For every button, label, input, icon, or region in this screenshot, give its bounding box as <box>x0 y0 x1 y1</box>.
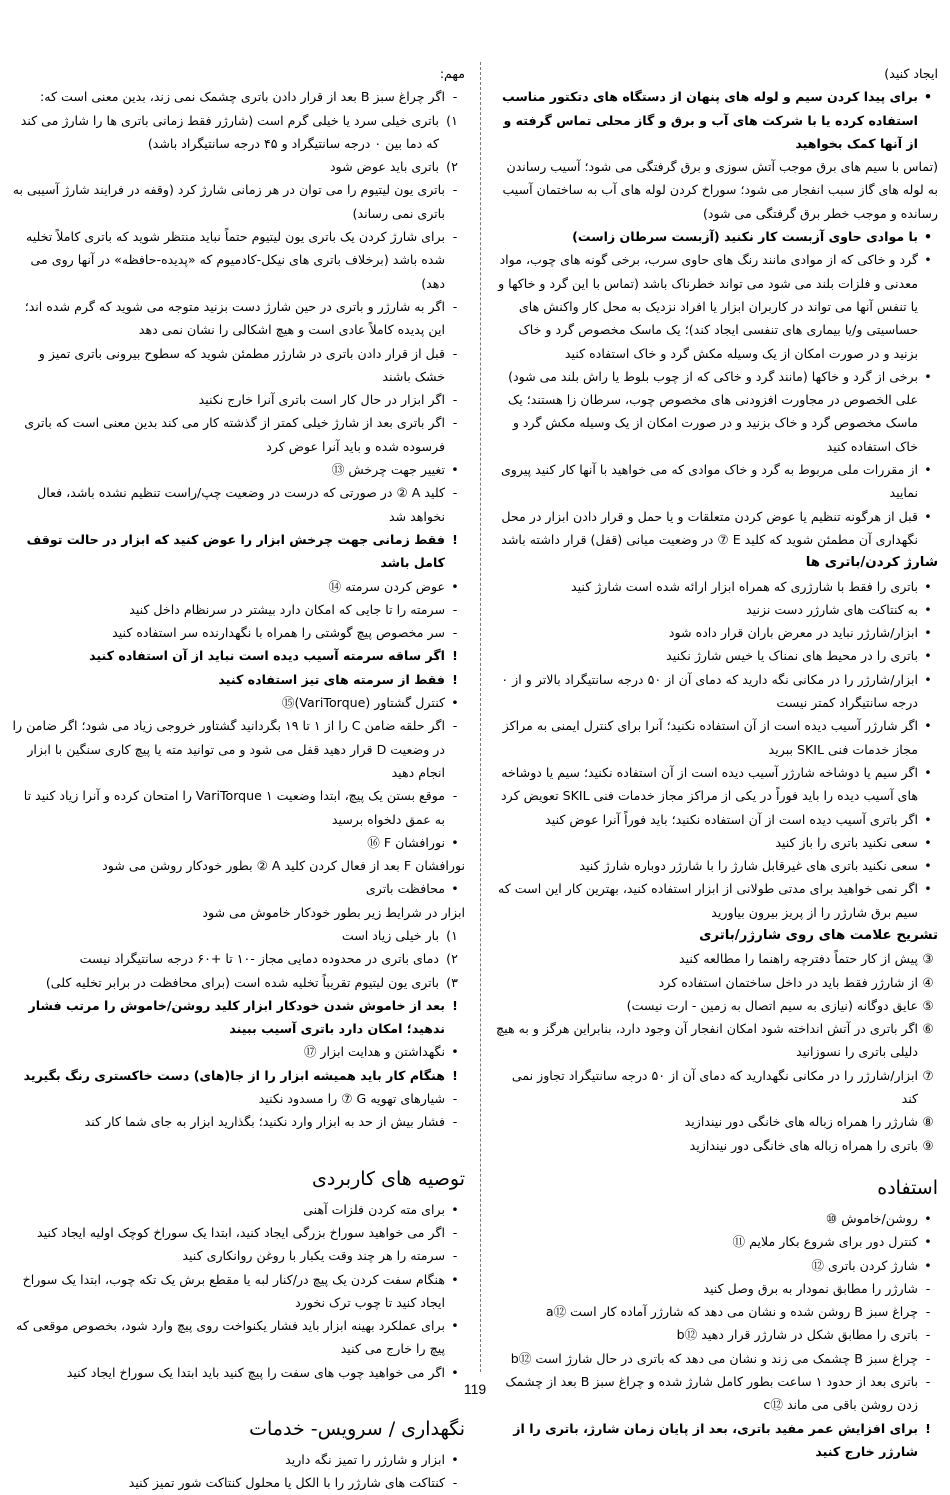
list-item <box>495 947 938 970</box>
list-item <box>10 877 465 900</box>
list-marker: ۱) <box>446 112 458 128</box>
list-marker: - <box>452 485 458 501</box>
list-item-text: کلید A ② در صورتی که درست در وضعیت چپ/راست تنظیم نشده باشد، فعال نخواهد شد <box>37 485 445 524</box>
list-marker: • <box>451 881 459 897</box>
list-marker: - <box>452 182 458 198</box>
list-marker: • <box>451 1452 459 1468</box>
list-item <box>10 528 465 575</box>
list-marker: ! <box>452 671 458 687</box>
list-item-text: فشار بیش از حد به ابزار وارد نکنید؛ بگذارید ابزار به جای شما کار کند <box>84 1114 445 1130</box>
list-item-text: عوض کردن سرمته ⑭ <box>328 578 445 594</box>
list-marker: - <box>452 345 458 361</box>
list-item <box>10 1268 465 1315</box>
list-marker: - <box>452 1224 458 1240</box>
list-item <box>495 1347 938 1370</box>
list-item-text: باتری خیلی سرد یا خیلی گرم است (شارژر فقط زمانی باتری ها را شارژ می کند که دما بین ۰ درجه سانتیگراد و ۴۵ درجه سانتیگراد باشد) <box>20 112 439 151</box>
list-item <box>495 575 938 598</box>
list-item <box>495 1110 938 1133</box>
list-item-text: هنگام کار باید همیشه ابزار را از جا(های) دست خاکستری رنگ بگیرید <box>23 1067 445 1083</box>
list-item-text: شارژر را همراه زباله های خانگی دور نیندازید <box>684 1114 918 1130</box>
list-marker: • <box>924 671 932 687</box>
list-item-text: برای شارژ کردن یک باتری یون لیتیوم حتماً نباید منتظر شوید که باتری کاملاً تخلیه شده باشد (برخلاف باتری های نیکل-کادمیوم که «پدیده-حافظه» در آنها روی می دهد) <box>25 229 445 291</box>
list-marker: ! <box>452 997 458 1013</box>
list-marker: - <box>452 298 458 314</box>
list-item-text: اگر ساقه سرمته آسیب دیده است نباید از آن استفاده کنید <box>89 648 445 664</box>
list-item <box>10 388 465 411</box>
list-item <box>10 1040 465 1063</box>
list-item <box>495 1277 938 1300</box>
list-item-text: کنتاکت های شارژر را با الکل یا محلول کنتاکت شور تمیز کنید <box>128 1475 445 1491</box>
list-item <box>495 155 938 225</box>
list-marker: - <box>452 1114 458 1130</box>
list-marker: • <box>924 718 932 734</box>
list-item-text: باتری را در محیط های نمناک یا خیس شارژ نکنید <box>666 648 918 664</box>
list-marker: - <box>452 392 458 408</box>
list-item <box>495 714 938 761</box>
list-item <box>495 644 938 667</box>
list-marker: - <box>452 89 458 105</box>
list-item <box>10 1087 465 1110</box>
list-marker: • <box>924 508 932 524</box>
section-heading: نگهداری / سرویس- خدمات <box>249 1418 465 1441</box>
list-item <box>10 901 465 924</box>
list-item-text: باتری باید عوض شود <box>329 159 439 175</box>
list-item <box>495 85 938 155</box>
list-marker: • <box>451 834 459 850</box>
section-heading: شارژ کردن/باتری ها <box>805 555 938 571</box>
list-item <box>10 831 465 854</box>
list-item <box>10 621 465 644</box>
list-marker: • <box>924 462 932 478</box>
list-item <box>495 877 938 924</box>
list-item <box>10 1314 465 1361</box>
list-item-text: بار خیلی زیاد است <box>341 927 439 943</box>
list-marker: • <box>924 764 932 780</box>
list-marker: - <box>452 1248 458 1264</box>
left-column <box>10 62 465 1495</box>
list-item-text: مهم: <box>439 66 465 81</box>
list-marker: ۲) <box>446 951 458 967</box>
list-item-text: برای مته کردن فلزات آهنی <box>303 1201 445 1217</box>
list-item-text: کنترل گشتاور (VariTorque)⑮ <box>281 695 445 711</box>
list-marker: • <box>923 229 933 245</box>
list-item-text: اگر می خواهید سوراخ بزرگی ایجاد کنید، ابتدا یک سوراخ کوچک اولیه ایجاد کنید <box>37 1224 445 1240</box>
list-item-text: نورافشان F ⑯ <box>367 834 445 850</box>
list-item <box>10 225 465 295</box>
list-item <box>495 994 938 1017</box>
list-marker: ⑤ <box>922 997 934 1013</box>
list-marker: - <box>452 625 458 641</box>
list-item <box>495 1323 938 1346</box>
list-item-text: پیش از کار حتماً دفترچه راهنما را مطالعه کنید <box>678 951 918 967</box>
list-item-text: شارژر را مطابق نمودار به برق وصل کنید <box>703 1280 918 1296</box>
list-marker: • <box>451 1271 459 1287</box>
list-marker: • <box>924 625 932 641</box>
list-item <box>495 365 938 458</box>
list-marker: - <box>452 1091 458 1107</box>
list-marker: • <box>924 834 932 850</box>
list-item <box>10 178 465 225</box>
list-marker: • <box>924 368 932 384</box>
list-item <box>10 109 465 156</box>
list-item <box>495 458 938 505</box>
list-item <box>10 1244 465 1267</box>
list-marker: • <box>451 462 459 478</box>
list-item <box>495 621 938 644</box>
list-item <box>10 411 465 458</box>
list-marker: • <box>924 252 932 268</box>
list-item <box>495 505 938 552</box>
list-item-text: اگر می خواهید چوب های سفت را پیچ کنید باید ابتدا یک سوراخ ایجاد کنید <box>66 1364 445 1380</box>
list-item-text: اگر سیم یا دوشاخه شارژر آسیب دیده است از آن استفاده نکنید؛ سیم یا دوشاخه های آسیب دیده را باید فوراً در یکی از مراکز مجاز خدمات فنی SKIL تعویض کرد <box>501 764 918 804</box>
list-item-text: برای افزایش عمر مفید باتری، بعد از پایان زمان شارژ، باتری را از شارژر خارج کنید <box>513 1420 918 1459</box>
list-item <box>10 691 465 714</box>
list-item <box>10 854 465 877</box>
list-marker: - <box>925 1350 931 1366</box>
list-item-text: شارژ کردن باتری ⑫ <box>811 1257 918 1273</box>
list-item <box>10 342 465 389</box>
list-item-text: قبل از قرار دادن باتری در شارژر مطمئن شوید که سطوح بیرونی باتری تمیز و خشک باشند <box>38 345 445 384</box>
list-item <box>495 598 938 621</box>
list-marker: - <box>452 229 458 245</box>
list-marker: - <box>452 601 458 617</box>
list-item-text: سرمته را تا جایی که امکان دارد بیشتر در سرنظام داخل کنید <box>129 601 445 617</box>
list-item <box>10 1471 465 1494</box>
list-item-text: شیارهای تهویه G ⑦ را مسدود نکنید <box>258 1091 445 1107</box>
list-item-text: اگر باتری آسیب دیده است از آن استفاده نکنید؛ باید فوراً آنرا عوض کنید <box>545 811 918 827</box>
list-marker: ! <box>452 531 458 547</box>
column-divider <box>480 62 481 1372</box>
list-marker: ۲) <box>446 159 458 175</box>
list-item-text: اگر حلقه ضامن C را از ۱ تا ۱۹ بگردانید گشتاور خروجی زیاد می شود؛ اگر ضامن را در وضعیت D قرار دهید قفل می شود و می توانید مته یا پیچ کاری سنگین با ابزار انجام دهید <box>12 718 445 780</box>
list-item-text: اگر به شارژر و باتری در حین شارژ دست بزنید متوجه می شوید که گرم شده اند؛ این پدیده کاملاً عادی است و هیچ اشکالی را نشان نمی دهد <box>24 298 445 338</box>
list-item-text: کنترل دور برای شروع بکار ملایم ⑪ <box>732 1234 918 1250</box>
list-item <box>495 808 938 831</box>
list-item-text: فقط زمانی جهت چرخش ابزار را عوض کنید که ابزار در حالت توقف کامل باشد <box>26 531 445 571</box>
list-item <box>495 1134 938 1157</box>
list-item-text: گرد و خاکی که از موادی مانند رنگ های حاوی سرب، برخی گونه های چوب، مواد معدنی و فلزات بلند می شود می تواند خطرناک باشد (تماس با این گرد و خاکها و یا تنفس آنها می تواند در کاربران ابزار یا افراد نزدیک به محل کار واکنش های حساسیتی و/یا بیماری های تنفسی ایجاد کند)؛ یک ماسک مخصوص گرد و خاک بزنید و در صورت امکان از یک وسیله مکش گرد و خاک استفاده کنید <box>498 252 918 361</box>
list-item <box>495 1417 938 1464</box>
list-item-text: سرمته را هر چند وقت یکبار با روغن روانکاری کنید <box>182 1248 445 1264</box>
list-item-text: ابزار/شارژر نباید در معرض باران قرار داده شود <box>668 625 918 641</box>
list-item-text: سعی نکنید باتری را باز کنید <box>775 834 918 850</box>
list-item <box>10 994 465 1041</box>
list-item-text: باتری را فقط با شارژری که همراه ابزار ارائه شده است شارژ کنید <box>571 578 918 594</box>
list-item-text: فقط از سرمته های تیز استفاده کنید <box>218 671 445 687</box>
list-item <box>495 854 938 877</box>
list-item-text: از شارژر فقط باید در داخل ساختمان استفاده کرد <box>658 974 918 990</box>
list-item <box>10 668 465 691</box>
list-item-text: موقع بستن یک پیچ، ابتدا وضعیت VariTorque ۱ را امتحان کرده و آنرا زیاد کنید تا به عمق دلخواه برسید <box>23 788 445 827</box>
list-item-text: محافظت باتری <box>365 881 445 897</box>
section-heading: استفاده <box>877 1176 938 1199</box>
list-item <box>495 1207 938 1230</box>
list-marker: • <box>924 1257 932 1273</box>
list-item-text: اگر باتری بعد از شارژ خیلی کمتر از گذشته کار می کند بدین معنی است که باتری فرسوده شده و باید آنرا عوض کرد <box>24 415 445 454</box>
list-item-text: باتری را همراه زباله های خانگی دور نیندازید <box>689 1137 918 1153</box>
list-marker: ⑦ <box>922 1067 934 1083</box>
list-item <box>495 248 938 364</box>
list-marker: • <box>923 89 933 105</box>
list-item-text: قبل از هرگونه تنظیم یا عوض کردن متعلقات و یا حمل و قرار دادن ابزار در محل نگهداری آن مطمئن شوید که کلید E ⑦ در وضعیت میانی (قفل) قرار داشته باشد <box>501 508 918 547</box>
list-item-text: چراغ سبز B چشمک می زند و نشان می دهد که باتری در حال شارژ است ⑫b <box>510 1350 918 1366</box>
list-item <box>10 1064 465 1087</box>
list-marker: - <box>452 718 458 734</box>
list-item <box>495 668 938 715</box>
list-item-text: ابزار/شارژر را در مکانی نگهدارید که دمای آن از ۵۰ درجه سانتیگراد تجاوز نمی کند <box>511 1067 918 1107</box>
list-marker: ⑧ <box>922 1114 934 1130</box>
list-item <box>495 1254 938 1277</box>
list-item-text: برخی از گرد و خاکها (مانند گرد و خاکی که از چوب بلوط یا راش بلند می شود) علی الخصوص در مجاورت افزودنی های مخصوص چوب، سرطان زا هستند؛ یک ماسک مخصوص گرد و خاک بزنید و در صورت امکان از یک وسیله مکش گرد و خاک استفاده کنید <box>507 368 918 454</box>
list-marker: • <box>451 1318 459 1334</box>
list-item-text: هنگام سفت کردن یک پیچ در/کنار لبه یا مقطع برش یک تکه چوب، ابتدا یک سوراخ ایجاد کنید تا چوب ترک نخورد <box>22 1271 445 1310</box>
list-item-text: باتری بعد از حدود ۱ ساعت بطور کامل شارژ شده و چراغ سبز B بعد از چشمک زدن روشن باقی می ماند ⑫c <box>505 1374 918 1413</box>
list-marker: ⑨ <box>922 1137 934 1153</box>
list-item <box>10 947 465 970</box>
list-item <box>10 1448 465 1471</box>
list-item-text: به کنتاکت های شارژر دست نزنید <box>746 601 918 617</box>
list-item <box>10 62 465 85</box>
list-marker: • <box>924 881 932 897</box>
list-item <box>10 85 465 108</box>
list-marker: • <box>924 578 932 594</box>
list-item <box>495 62 938 85</box>
list-item <box>10 714 465 784</box>
list-item <box>495 1064 938 1111</box>
list-marker: - <box>925 1304 931 1320</box>
list-item <box>10 598 465 621</box>
list-marker: ۳) <box>446 974 458 990</box>
list-item-text: اگر شارژر آسیب دیده است از آن استفاده نکنید؛ آنرا برای کنترل ایمنی به مراکز مجاز خدمات فنی SKIL ببرید <box>502 718 918 757</box>
list-marker: ⑥ <box>922 1021 934 1037</box>
list-item-text: اگر ابزار در حال کار است باتری آنرا خارج نکنید <box>198 392 445 408</box>
list-item-text: تغییر جهت چرخش ⑬ <box>331 462 445 478</box>
list-item <box>10 295 465 342</box>
list-item-text: ابزار/شارژر را در مکانی نگه دارید که دمای آن از ۵۰ درجه سانتیگراد بالاتر و از ۰ درجه سانتیگراد کمتر نیست <box>501 671 918 711</box>
list-item-text: اگر چراغ سبز B بعد از قرار دادن باتری چشمک نمی زند، بدین معنی است که: <box>40 89 445 105</box>
list-item-text: باتری یون لیتیوم را می توان در هر زمانی شارژ کرد (وقفه در فرایند شارژ آسیبی به باتری نمی رساند) <box>12 182 445 221</box>
right-column <box>495 62 938 1463</box>
list-item <box>10 481 465 528</box>
list-item-text: عایق دوگانه (نیازی به سیم اتصال به زمین - ارت نیست) <box>626 997 918 1013</box>
list-item-text: اگر نمی خواهید برای مدتی طولانی از ابزار استفاده کنید، بهترین کار این است که سیم برق شارژر را از پریز بیرون بیاورید <box>498 881 918 920</box>
list-item <box>10 458 465 481</box>
list-item <box>495 225 938 248</box>
list-item-text: نورافشان F بعد از فعال کردن کلید A ② بطور خودکار روشن می شود <box>102 858 465 874</box>
list-item <box>10 155 465 178</box>
section-heading: تشریح علامت های روی شارژر/باتری <box>699 927 938 943</box>
list-marker: - <box>925 1374 931 1390</box>
list-marker: • <box>924 601 932 617</box>
list-item-text: سر مخصوص پیچ گوشتی را همراه با نگهدارنده سر استفاده کنید <box>112 625 445 641</box>
list-item <box>495 1017 938 1064</box>
list-item <box>10 1198 465 1221</box>
list-item-text: چراغ سبز B روشن شده و نشان می دهد که شارژر آماده کار است ⑫a <box>545 1304 918 1320</box>
list-marker: - <box>452 1475 458 1491</box>
list-item-text: بعد از خاموش شدن خودکار ابزار کلید روشن/خاموش را مرتب فشار ندهید؛ امکان دارد باتری آسیب ببیند <box>28 997 445 1037</box>
list-marker: ۱) <box>446 927 458 943</box>
list-item-text: سعی نکنید باتری های غیرقابل شارژ را با شارژر دوباره شارژ کنید <box>579 858 918 874</box>
list-marker: - <box>452 788 458 804</box>
list-item <box>495 1230 938 1253</box>
list-item-text: برای پیدا کردن سیم و لوله های پنهان از دستگاه های دتکتور مناسب استفاده کرده یا با شرکت های آب و برق و گاز محلی تماس گرفته و از آنها کمک بخواهید <box>502 89 918 151</box>
list-marker: • <box>451 578 459 594</box>
list-item <box>10 924 465 947</box>
list-marker: ! <box>925 1420 931 1436</box>
list-item-text: دمای باتری در محدوده دمایی مجاز -۱۰ تا +۶۰ درجه سانتیگراد نیست <box>79 951 439 967</box>
list-item-text: ابزار و شارژر را تمیز نگه دارید <box>285 1452 445 1468</box>
list-item <box>10 971 465 994</box>
list-item-text: اگر باتری در آتش انداخته شود امکان انفجار آن وجود دارد، بنابراین هرگز و به هیچ دلیلی باتری را نسوزانید <box>496 1021 918 1060</box>
list-marker: - <box>452 415 458 431</box>
list-item-text: ابزار در شرایط زیر بطور خودکار خاموش می شود <box>202 904 465 920</box>
list-marker: • <box>451 695 459 711</box>
spacer <box>10 1134 465 1148</box>
list-item-text: برای عملکرد بهینه ابزار باید فشار یکنواخت روی پیچ وارد شود، بخصوص موقعی که پیچ را خارج می کنید <box>16 1318 445 1357</box>
list-item <box>495 831 938 854</box>
list-marker: ③ <box>922 951 934 967</box>
list-marker: ! <box>452 1067 458 1083</box>
list-item-text: روشن/خاموش ⑩ <box>825 1210 918 1226</box>
list-marker: - <box>925 1280 931 1296</box>
list-item <box>495 1300 938 1323</box>
list-item <box>10 1110 465 1133</box>
list-item <box>10 784 465 831</box>
list-item <box>10 575 465 598</box>
list-marker: ! <box>452 648 458 664</box>
list-item-text: ایجاد کنید) <box>884 66 938 81</box>
list-item <box>495 761 938 808</box>
list-item-text: با موادی حاوی آزبست کار نکنید (آزبست سرطان زاست) <box>572 229 918 245</box>
list-item-text: نگهداشتن و هدایت ابزار ⑰ <box>303 1044 445 1060</box>
list-marker: • <box>924 858 932 874</box>
list-marker: • <box>924 811 932 827</box>
list-item-text: باتری را مطابق شکل در شارژر قرار دهید ⑫b <box>676 1327 918 1343</box>
list-item-text: باتری یون لیتیوم تقریباً تخلیه شده است (برای محافظت در برابر تخلیه کلی) <box>45 974 439 990</box>
list-marker: • <box>924 1234 932 1250</box>
list-marker: • <box>451 1044 459 1060</box>
list-item <box>10 644 465 667</box>
list-marker: ④ <box>922 974 934 990</box>
page-number: 119 <box>463 1381 487 1397</box>
list-item <box>10 1221 465 1244</box>
list-marker: • <box>451 1201 459 1217</box>
list-item <box>495 971 938 994</box>
list-item-text: (تماس با سیم های برق موجب آتش سوزی و برق گرفتگی می شود؛ آسیب رساندن به لوله های گاز سبب انفجار می شود؛ سوراخ کردن لوله های آب به ساختمان آسیب رسانده و موجب خطر برق گرفتگی می شود) <box>502 159 938 221</box>
list-item-text: از مقررات ملی مربوط به گرد و خاک موادی که می خواهید با آنها کار کنید پیروی نمایید <box>500 462 918 501</box>
list-marker: • <box>451 1364 459 1380</box>
section-heading: توصیه های کاربردی <box>311 1167 465 1190</box>
list-marker: - <box>925 1327 931 1343</box>
list-marker: • <box>924 648 932 664</box>
list-marker: • <box>924 1210 932 1226</box>
